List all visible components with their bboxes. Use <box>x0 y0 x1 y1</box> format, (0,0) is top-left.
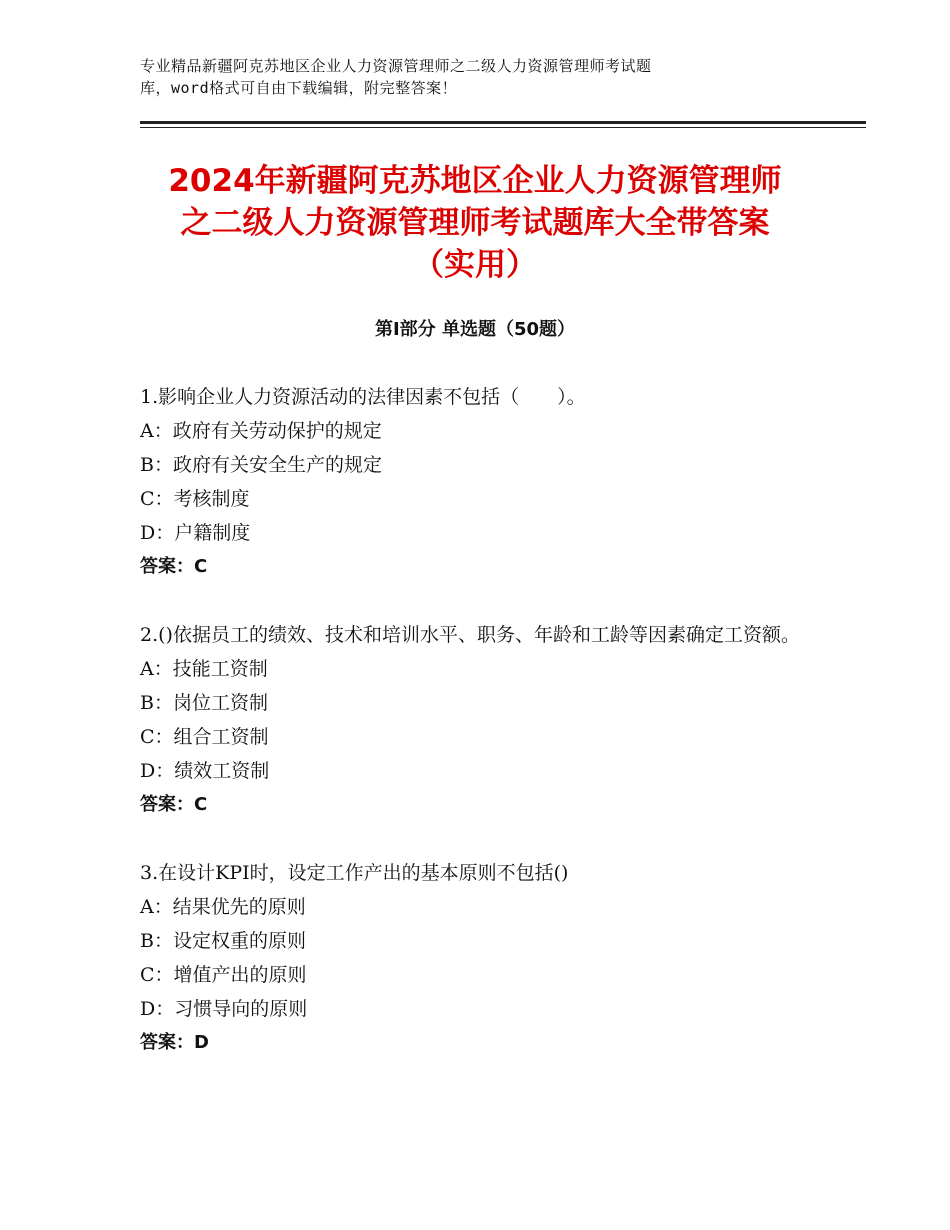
option-c: C：组合工资制 <box>140 726 269 748</box>
header-note <box>140 55 840 99</box>
question-item <box>140 618 820 822</box>
option-b: B：政府有关安全生产的规定 <box>140 454 382 476</box>
question-list <box>140 380 820 1094</box>
option-a: A：政府有关劳动保护的规定 <box>140 420 382 442</box>
question-stem: 2.()依据员工的绩效、技术和培训水平、职务、年龄和工龄等因素确定工资额。 <box>140 624 800 646</box>
option-a: A：技能工资制 <box>140 658 268 680</box>
option-b: B：设定权重的原则 <box>140 930 306 952</box>
answer: 答案：D <box>140 1032 209 1053</box>
option-c: C：考核制度 <box>140 488 250 510</box>
header-rule-thin <box>140 127 866 128</box>
question-item <box>140 856 820 1060</box>
header-rule-thick <box>140 121 866 124</box>
document-title: 2024年新疆阿克苏地区企业人力资源管理师 之二级人力资源管理师考试题库大全带答案 （实用） <box>168 163 782 283</box>
question-stem: 3.在设计KPI时，设定工作产出的基本原则不包括() <box>140 862 569 884</box>
question-stem: 1.影响企业人力资源活动的法律因素不包括（ ）。 <box>140 386 586 408</box>
option-a: A：结果优先的原则 <box>140 896 306 918</box>
header-note-line-1: 专业精品新疆阿克苏地区企业人力资源管理师之二级人力资源管理师考试题 <box>140 57 652 75</box>
option-d: D：绩效工资制 <box>140 760 270 782</box>
section-title: 第Ⅰ部分 单选题（50题） <box>374 319 575 340</box>
header-note-line-2: 库，word格式可自由下载编辑，附完整答案！ <box>140 79 458 97</box>
option-d: D：习惯导向的原则 <box>140 998 308 1020</box>
option-d: D：户籍制度 <box>140 522 251 544</box>
option-c: C：增值产出的原则 <box>140 964 307 986</box>
question-item <box>140 380 820 584</box>
answer: 答案：C <box>140 556 208 577</box>
option-b: B：岗位工资制 <box>140 692 268 714</box>
answer: 答案：C <box>140 794 208 815</box>
